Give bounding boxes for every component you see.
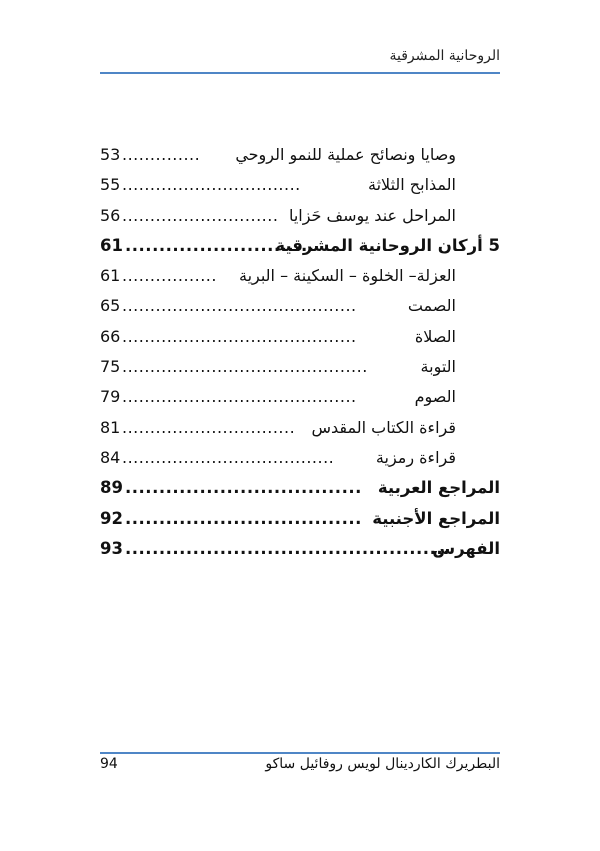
toc-entry-page: 61 xyxy=(100,235,123,255)
toc-entry-leader: .......................................... xyxy=(122,326,357,346)
toc-entry-page: 53 xyxy=(100,145,121,164)
toc-entry-page: 81 xyxy=(100,417,121,437)
toc-entry[interactable] xyxy=(100,172,500,202)
toc-entry-title: الفهرس xyxy=(432,538,500,558)
page-number: 94 xyxy=(100,756,118,772)
toc-entry-page: 89 xyxy=(100,478,123,498)
toc-entry-page: 61 xyxy=(100,266,121,286)
toc-entry[interactable] xyxy=(100,324,500,354)
toc-entry-title: قراءة الكتاب المقدس xyxy=(311,417,456,437)
toc-entry-title: المراجع الأجنبية xyxy=(372,508,500,528)
toc-entry-title: المراجع العربية xyxy=(377,478,500,498)
toc-entry-leader: ................. xyxy=(122,266,217,286)
footer-divider xyxy=(100,752,500,754)
toc-entry-page: 92 xyxy=(100,508,123,528)
toc-entry-page: 56 xyxy=(100,205,121,225)
toc-entry[interactable] xyxy=(100,263,500,293)
toc-entry-leader: .......................................... xyxy=(122,387,357,407)
toc-entry[interactable] xyxy=(100,384,500,414)
toc-entry-leader: ................................................ xyxy=(125,538,450,558)
toc-entry-page: 66 xyxy=(100,326,121,346)
toc-entry-leader: ................................... xyxy=(125,478,362,498)
toc-entry-title: المذابح الثلاثة xyxy=(367,175,456,195)
toc-entry-title: الصوم xyxy=(414,387,456,407)
toc-entry-leader: ............................................ xyxy=(122,357,368,377)
toc-entry-page: 93 xyxy=(100,538,123,558)
toc-entry[interactable] xyxy=(100,445,500,475)
toc-entry[interactable] xyxy=(100,506,500,536)
toc-entry-leader: ............................ xyxy=(122,205,279,225)
footer-author: البطريرك الكاردينال لويس روفائيل ساكو xyxy=(265,756,500,772)
toc-entry-title: 5 أركان الروحانية المشرقية xyxy=(275,235,500,255)
toc-entry-title: الصلاة xyxy=(414,326,456,346)
toc-entry-page: 55 xyxy=(100,175,121,195)
toc-entry-leader: ................................ xyxy=(122,175,301,195)
toc-entry-page: 65 xyxy=(100,296,121,316)
toc-entry[interactable] xyxy=(100,293,500,323)
toc-entry-title: المراحل عند يوسف حَزايا xyxy=(288,205,456,225)
toc-entry[interactable] xyxy=(100,203,500,233)
toc-entry-title: التوبة xyxy=(420,357,456,377)
toc-entry[interactable] xyxy=(100,475,500,505)
toc-entry-leader: .......................................... xyxy=(122,296,357,316)
toc-entry-page: 79 xyxy=(100,387,121,407)
toc-entry[interactable] xyxy=(100,354,500,384)
toc-entry-title: الصمت xyxy=(407,296,456,316)
toc-entry[interactable] xyxy=(100,142,500,172)
toc-entry-title: قراءة رمزية xyxy=(375,447,456,467)
toc-entry[interactable] xyxy=(100,415,500,445)
toc-entry-leader: .............. xyxy=(122,145,201,164)
toc-entry-page: 75 xyxy=(100,357,121,377)
header-divider xyxy=(100,72,500,74)
toc-entry[interactable] xyxy=(100,233,500,263)
toc-entry-leader: ................................... xyxy=(125,508,362,528)
toc-entry-page: 84 xyxy=(100,447,121,467)
toc-entry[interactable] xyxy=(100,536,500,566)
toc-entry-leader: ............................... xyxy=(122,417,296,437)
toc-entry-title: وصايا ونصائح عملية للنمو الروحي xyxy=(235,145,456,164)
table-of-contents xyxy=(100,142,500,566)
running-header-title: الروحانية المشرقية xyxy=(389,48,500,64)
toc-entry-title: العزلة– الخلوة – السكينة – البرية xyxy=(238,266,456,286)
toc-entry-leader: ...................................... xyxy=(122,447,335,467)
toc-entry-leader: ............................ xyxy=(125,235,315,255)
